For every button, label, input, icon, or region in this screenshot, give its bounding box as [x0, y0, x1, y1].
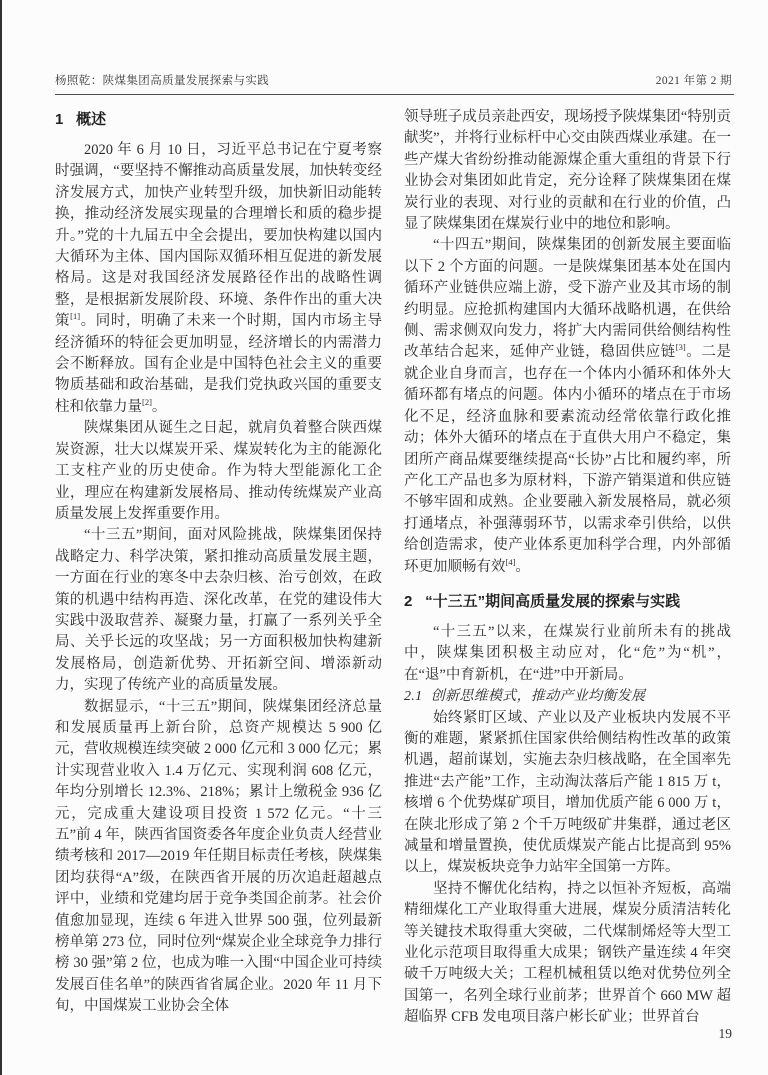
section-heading [55, 109, 382, 131]
paragraph: “十三五”期间，面对风险挑战，陕煤集团保持战略定力、科学决策，紧扣推动高质量发展主题，一方面在行业的寒冬中去杂归核、治亏创效，在政策的机遇中结构再造、深化改革，在党的建设伟大实践中汲取营养、凝聚力量，打赢了一系列关乎全局、关乎长远的攻坚战；另一方面积极加快构建新发展格局，创造新优势、开拓新空间、增添新动力，实现了传统产业的高质量发展。 [55, 527, 382, 694]
citation-marker: [2] [142, 397, 152, 408]
paragraph: 2020 年 6 月 10 日，习近平总书记在宁夏考察时强调，“要坚持不懈推动高质量发展，加快转变经济发展方式，加快产业转型升级，加快新旧动能转换，推动经济发展实现量的合理增长和质的稳步提升。”党的十九届五中全会提出，要加快构建以国内大循环为主体、国内国际双循环相互促进的新发展格局。这是对我国经济发展路径作出的战略性调整，是根据新发展阶段、环境、条件作出的重大决策[1]。同时，明确了未来一个时期，国内市场主导经济循环的特征会更加明显，经济增长的内需潜力会不断释放。国有企业是中国特色社会主义的重要物质基础和政治基础，是我们党执政兴国的重要支柱和依靠力量[2]。 [55, 142, 383, 415]
paragraph: “十三五”以来，在煤炭行业前所未有的挑战中，陕煤集团积极主动应对，化“危”为“机”，在“退”中育新机，在“进”中开新局。 [404, 623, 731, 683]
heading-title: “十三五”期间高质量发展的探索与实践 [425, 592, 681, 610]
paragraph: “十四五”期间，陕煤集团的创新发展主要面临以下 2 个方面的问题。一是陕煤集团基本处在国内循环产业链供应端上游，受下游产业及其市场的制约明显。应抢抓构建国内大循环战略机遇，在供给侧、需求侧双向发力，将扩大内需同供给侧结构性改革结合起来，延伸产业链，稳固供应链[3]。二是就企业自身而言，也存在一个体内小循环和体外大循环都有堵点的问题。体内小循环的堵点在于市场化不足，经济血脉和要素流动经常依靠行政化推动；体外大循环的堵点在于直供大用户不稳定，集团所产商品煤要继续提高“长协”占比和履约率，所产化工产品也多为原材料，下游产销渠道和供应链不够牢固和成熟。企业要融入新发展格局，就必须打通堵点，补强薄弱环节，以需求牵引供给，以供给创造需求，使产业体系更加科学合理，内外部循环更加顺畅有效[4]。 [404, 237, 731, 575]
citation-marker: [3] [675, 342, 686, 353]
subsection-heading [404, 686, 731, 707]
paragraph: 坚持不懈优化结构，持之以恒补齐短板，高端精细煤化工产业取得重大进展，煤炭分质清洁转化等关键技术取得重大突破，二代煤制烯烃等大型工业化示范项目取得重大成果；钢铁产量连续 4 年突破千万吨级大关；工程机械租赁以绝对优势位列全国第一，名列全球行业前茅；世界首个 660 MW 超超临界 CFB 发电项目落户彬长矿业；世界首台 [404, 880, 731, 1026]
paragraph: 数据显示，“十三五”期间，陕煤集团经济总量和发展质量再上新台阶，总资产规模达 5 900 亿元，营收规模连续突破 2 000 亿元和 3 000 亿元；累计实现营业收入 1.4 万亿元、实现利润 608 亿元，年均分别增长 12.3%、218%；累计上缴税金 936 亿元，完成重大建设项目投资 1 572 亿元。“十三五”前 4 年，陕西省国资委各年度企业负责人经营业绩考核和 2017—2019 年任期目标责任考核，陕煤集团均获得“A”级，在陕西省开展的历次追赶超越点评中，业绩和党建均居于竞争类国企前茅。社会价值愈加显现，连续 6 年进入世界 500 强，位列最新榜单第 273 位，同时位列“煤炭企业全球竞争力排行榜 30 强”第 2 位，也成为唯一入围“中国企业可持续发展百佳名单”的陕西省省属企业。2020 年 11 月下旬，中国煤炭工业协会全体 [55, 698, 382, 1015]
heading-number: 2.1 [404, 689, 423, 705]
heading-number: 2 [404, 592, 413, 610]
heading-number: 1 [55, 111, 64, 128]
article-body [55, 107, 732, 1029]
issue-info: 2021 年第 2 期 [655, 75, 732, 87]
paragraph: 陕煤集团从诞生之日起，就肩负着整合陕西煤炭资源，壮大以煤炭开采、煤炭转化为主的能源化工支柱产业的历史使命。作为特大型能源化工企业，理应在构建新发展格局、推动传统煤炭产业高质量发展上发挥重要作用。 [55, 420, 382, 522]
column-right [404, 107, 731, 1029]
citation-marker: [4] [505, 556, 516, 567]
column-left [55, 107, 382, 1029]
paragraph: 始终紧盯区域、产业以及产业板块内发展不平衡的难题，紧紧抓住国家供给侧结构性改革的政策机遇，超前谋划，实施去杂归核战略，在全国率先推进“去产能”工作，主动淘汰落后产能 1 815 万 t，核增 6 个优势煤矿项目，增加优质产能 6 000 万 t，在陕北形成了第 2 个千万吨级矿井集群，通过老区减量和增量置换，使优质煤炭产能占比提高到 95%以上，煤炭板块竞争力站牢全国第一方阵。 [404, 709, 731, 876]
running-title: 杨照乾：陕煤集团高质量发展探索与实践 [55, 75, 270, 87]
scan-edge-artifact [0, 0, 2, 1075]
header-rule [55, 94, 734, 95]
page-number: 19 [718, 1026, 732, 1041]
section-heading [404, 591, 731, 613]
paragraph: 领导班子成员亲赴西安，现场授予陕煤集团“特别贡献奖”，并将行业标杆中心交由陕西煤业承建。在一些产煤大省纷纷推动能源煤企重大重组的背景下行业协会对集团如此肯定，充分诠释了陕煤集团在煤炭行业的表现、对行业的贡献和在行业的价值，凸显了陕煤集团在煤炭行业中的地位和影响。 [404, 109, 731, 233]
citation-marker: [1] [70, 311, 81, 322]
heading-title: 创新思维模式，推动产业均衡发展 [430, 689, 646, 705]
heading-title: 概述 [76, 111, 107, 128]
page-header [55, 72, 732, 88]
